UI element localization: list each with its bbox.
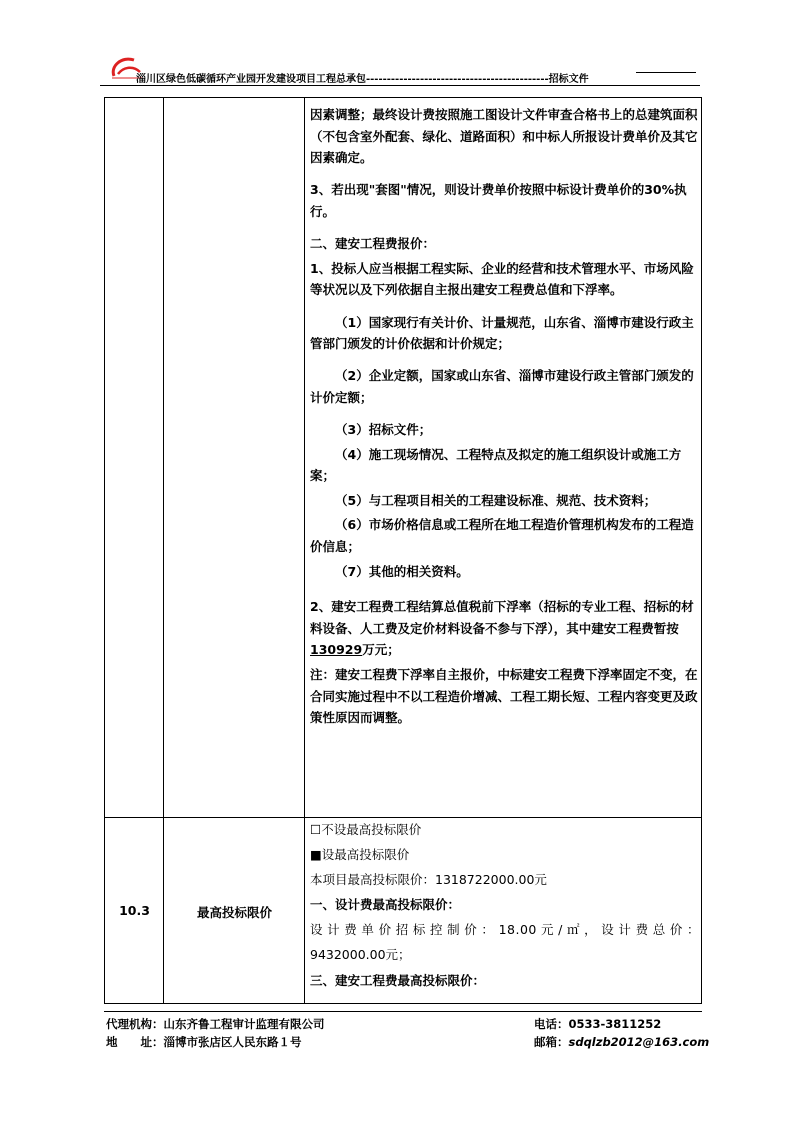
- design-fee-unit-price: 设计费单价招标控制价：18.00元/㎡，设计费总价：: [310, 922, 700, 938]
- paragraph-discount-rate: [310, 596, 700, 661]
- phone-line: [534, 1016, 661, 1032]
- basis-item-2: （2）企业定额，国家或山东省、淄博市建设行政主管部门颁发的计价定额；: [310, 368, 694, 405]
- max-bid-limit-content: [310, 819, 700, 995]
- paragraph-set-drawing: 3、若出现"套图"情况，则设计费单价按照中标设计费单价的30%执行。: [310, 182, 687, 219]
- header-line: [636, 72, 696, 73]
- basis-item-4: （4）施工现场情况、工程特点及拟定的施工组织设计或施工方案；: [310, 446, 682, 484]
- address-value: 淄博市张店区人民东路１号: [163, 1035, 302, 1049]
- header-rule: [100, 85, 700, 86]
- email-value: sdqlzb2012@163.com: [568, 1035, 710, 1049]
- paragraph-note: 注：建安工程费下浮率自主报价，中标建安工程费下浮率固定不变，在合同实施过程中不以工程造价增减、工程工期长短、工程内容变更及政策性原因而调整。: [310, 667, 698, 726]
- email-line: [534, 1034, 709, 1050]
- construction-fee-limit-heading: 三、建安工程费最高投标限价：: [310, 972, 486, 988]
- pricing-description: [310, 104, 700, 739]
- option-set-limit: ■设最高投标限价: [310, 847, 410, 863]
- header-title: 淄川区绿色低碳循环产业园开发建设项目工程总承包--------------------------------------------招标文件: [136, 74, 589, 85]
- paragraph-design-fee: 因素调整；最终设计费按照施工图设计文件审查合格书上的总建筑面积（不包含室外配套、绿化、道路面积）和中标人所报设计费单价及其它因素确定。: [310, 107, 698, 166]
- tender-table: [104, 97, 702, 1004]
- basis-item-3: （3）招标文件；: [335, 422, 432, 438]
- phone-value: 0533-3811252: [568, 1017, 662, 1031]
- provisional-amount: 130929: [310, 642, 363, 658]
- max-bid-limit-total: 本项目最高投标限价：1318722000.00元: [310, 872, 547, 888]
- page-footer: [104, 1011, 710, 1049]
- section-construction-fee: 二、建安工程费报价：: [310, 236, 436, 252]
- col-divider-1: [163, 98, 164, 1003]
- design-fee-limit-heading: 一、设计费最高投标限价：: [310, 897, 461, 913]
- col-divider-2: [304, 98, 305, 1003]
- option-no-limit: ☐不设最高投标限价: [310, 822, 422, 837]
- basis-item-7: （7）其他的相关资料。: [335, 563, 469, 579]
- amount-unit: 万元；: [362, 642, 400, 658]
- agency-line: [106, 1016, 325, 1032]
- phone-label: 电话：: [534, 1017, 569, 1031]
- basis-item-1: （1）国家现行有关计价、计量规范，山东省、淄博市建设行政主管部门颁发的计价依据和计价规定；: [310, 314, 694, 352]
- basis-item-6: （6）市场价格信息或工程所在地工程造价管理机构发布的工程造价信息；: [310, 517, 694, 555]
- row-number: 10.3: [119, 903, 150, 918]
- agency-label: 代理机构：: [106, 1017, 164, 1031]
- agency-value: 山东齐鲁工程审计监理有限公司: [163, 1017, 325, 1031]
- design-fee-total: 9432000.00元；: [310, 947, 411, 963]
- basis-item-5: （5）与工程项目相关的工程建设标准、规范、技术资料；: [335, 492, 657, 508]
- discount-rate-text: 2、建安工程费工程结算总值税前下浮率（招标的专业工程、招标的材料设备、人工费及定价材料设备不参与下浮），其中建安工程费暂按: [310, 599, 694, 636]
- row-label: 最高投标限价: [196, 905, 272, 920]
- page-header: [100, 52, 700, 86]
- row-divider: [105, 817, 701, 818]
- address-label: 地 址：: [106, 1035, 164, 1049]
- address-line: [106, 1034, 302, 1050]
- paragraph-basis: 1、投标人应当根据工程实际、企业的经营和技术管理水平、市场风险等状况以及下列依据自主报出建安工程费总值和下浮率。: [310, 260, 694, 298]
- email-label: 邮箱：: [534, 1035, 569, 1049]
